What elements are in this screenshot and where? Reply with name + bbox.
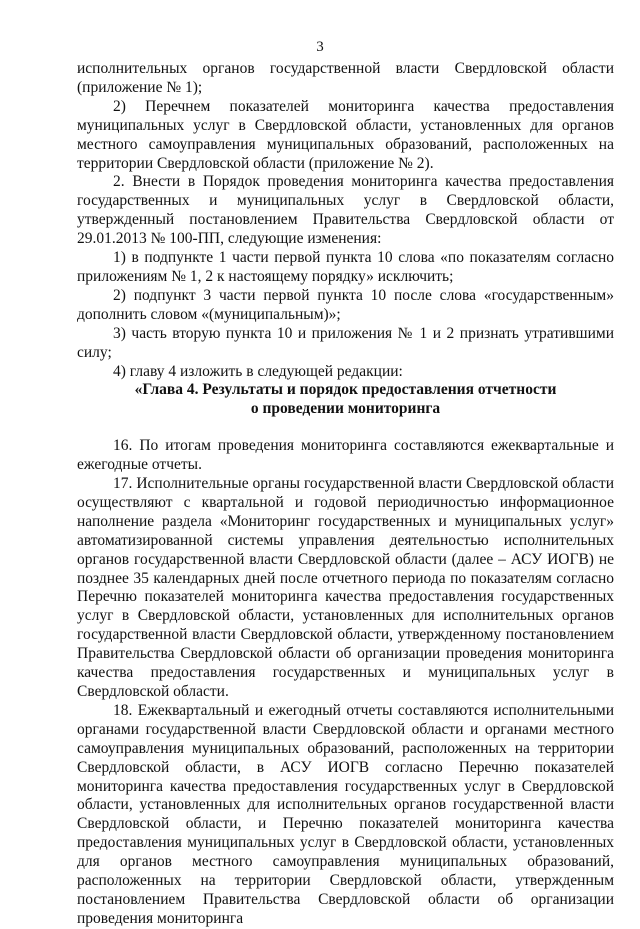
chapter-heading-line-1: «Глава 4. Результаты и порядок предоставления отчетности bbox=[134, 381, 557, 399]
paragraph-point-2: 2. Внести в Порядок проведения мониторинга качества предоставления государственных и муниципальных услуг в Свердловской области, утвержденный постановлением Правительства Свердловской области от 29.01.2013 № 100-ПП, следующие изменения: bbox=[77, 173, 614, 248]
document-body bbox=[77, 60, 614, 929]
paragraph-16: 16. По итогам проведения мониторинга составляются ежеквартальные и ежегодные отчеты. bbox=[77, 437, 614, 474]
paragraph-18: 18. Ежеквартальный и ежегодный отчеты составляются исполнительными органами государственной власти Свердловской области и органами местного самоуправления муниципальных образований, расположенных на территории Свердловской области, в АСУ ИОГВ согласно Перечню показателей мониторинга качества предоставления государственных услуг в Свердловской области, установленных для исполнительных органов государственной власти Свердловской области, и Перечню показателей мониторинга качества предоставления муниципальных услуг в Свердловской области, установленных для органов местного самоуправления муниципальных образований, расположенных на территории Свердловской области, утвержденным постановлением Правительства Свердловской области об организации проведения мониторинга bbox=[77, 701, 614, 927]
page-number: 3 bbox=[316, 39, 324, 55]
paragraph-change-3: 3) часть вторую пункта 10 и приложения № 1 и 2 признать утратившими силу; bbox=[77, 324, 614, 361]
paragraph-change-1: 1) в подпункте 1 части первой пункта 10 слова «по показателям согласно приложениям № 1, 2 к настоящему порядку» исключить; bbox=[77, 249, 614, 285]
paragraph-17: 17. Исполнительные органы государственной власти Свердловской области осуществляют с квартальной и годовой периодичностью информационное наполнение раздела «Мониторинг государственных и муниципальных услуг» автоматизированной системы управления деятельностью исполнительных органов государственной власти Свердловской области (далее – АСУ ИОГВ) не позднее 35 календарных дней после отчетного периода по показателям согласно Перечню показателей мониторинга качества предоставления государственных услуг в Свердловской области, установленных для исполнительных органов государственной власти Свердловской области, утвержденному постановлением Правительства Свердловской области об организации проведения мониторинга качества предоставления государственных и муниципальных услуг в Свердловской области. bbox=[77, 475, 614, 700]
paragraph-change-4: 4) главу 4 изложить в следующей редакции: bbox=[113, 362, 403, 380]
chapter-heading bbox=[77, 381, 614, 419]
paragraph-continuation: исполнительных органов государственной власти Свердловской области (приложение № 1); bbox=[77, 60, 614, 96]
chapter-heading-line-2: о проведении мониторинга bbox=[250, 400, 441, 418]
paragraph-change-2: 2) подпункт 3 части первой пункта 10 после слова «государственным» дополнить словом «(муниципальным)»; bbox=[77, 286, 614, 323]
paragraph-item-2: 2) Перечнем показателей мониторинга качества предоставления муниципальных услуг в Свердловской области, установленных для органов местного самоуправления муниципальных образований, расположенных на территории Свердловской области (приложение № 2). bbox=[77, 97, 614, 172]
